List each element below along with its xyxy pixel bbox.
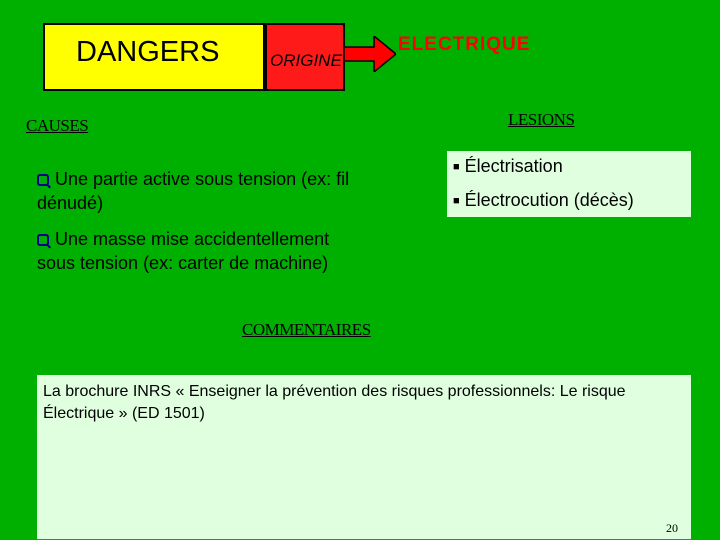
lesions-heading: LESIONS (508, 110, 575, 129)
page-number: 20 (666, 521, 678, 535)
lesions-box (447, 151, 691, 217)
checkbox-bullet-icon (37, 234, 49, 246)
commentaires-heading: COMMENTAIRES (242, 320, 371, 339)
lesion-text: Électrocution (décès) (464, 190, 634, 210)
commentaires-text: La brochure INRS « Enseigner la prévention des risques professionnels: Le risque Électrique » (ED 1501) (43, 383, 626, 422)
lesion-text: Électrisation (464, 156, 563, 176)
square-bullet-icon: ■ (453, 161, 460, 173)
lesion-item (453, 190, 634, 211)
causes-heading: CAUSES (26, 116, 89, 135)
cause-text: Une partie active sous tension (ex: fil dénudé) (37, 169, 350, 213)
dangers-label: DANGERS (76, 36, 220, 68)
right-arrow-icon (344, 36, 396, 72)
origine-label: ORIGINE (270, 51, 342, 70)
lesion-item (453, 156, 563, 177)
origine-value: ELECTRIQUE (398, 34, 531, 55)
checkbox-bullet-icon (37, 174, 49, 186)
cause-item (37, 167, 367, 215)
cause-item (37, 227, 367, 275)
cause-text: Une masse mise accidentellement sous tension (ex: carter de machine) (37, 229, 330, 273)
square-bullet-icon: ■ (453, 195, 460, 207)
